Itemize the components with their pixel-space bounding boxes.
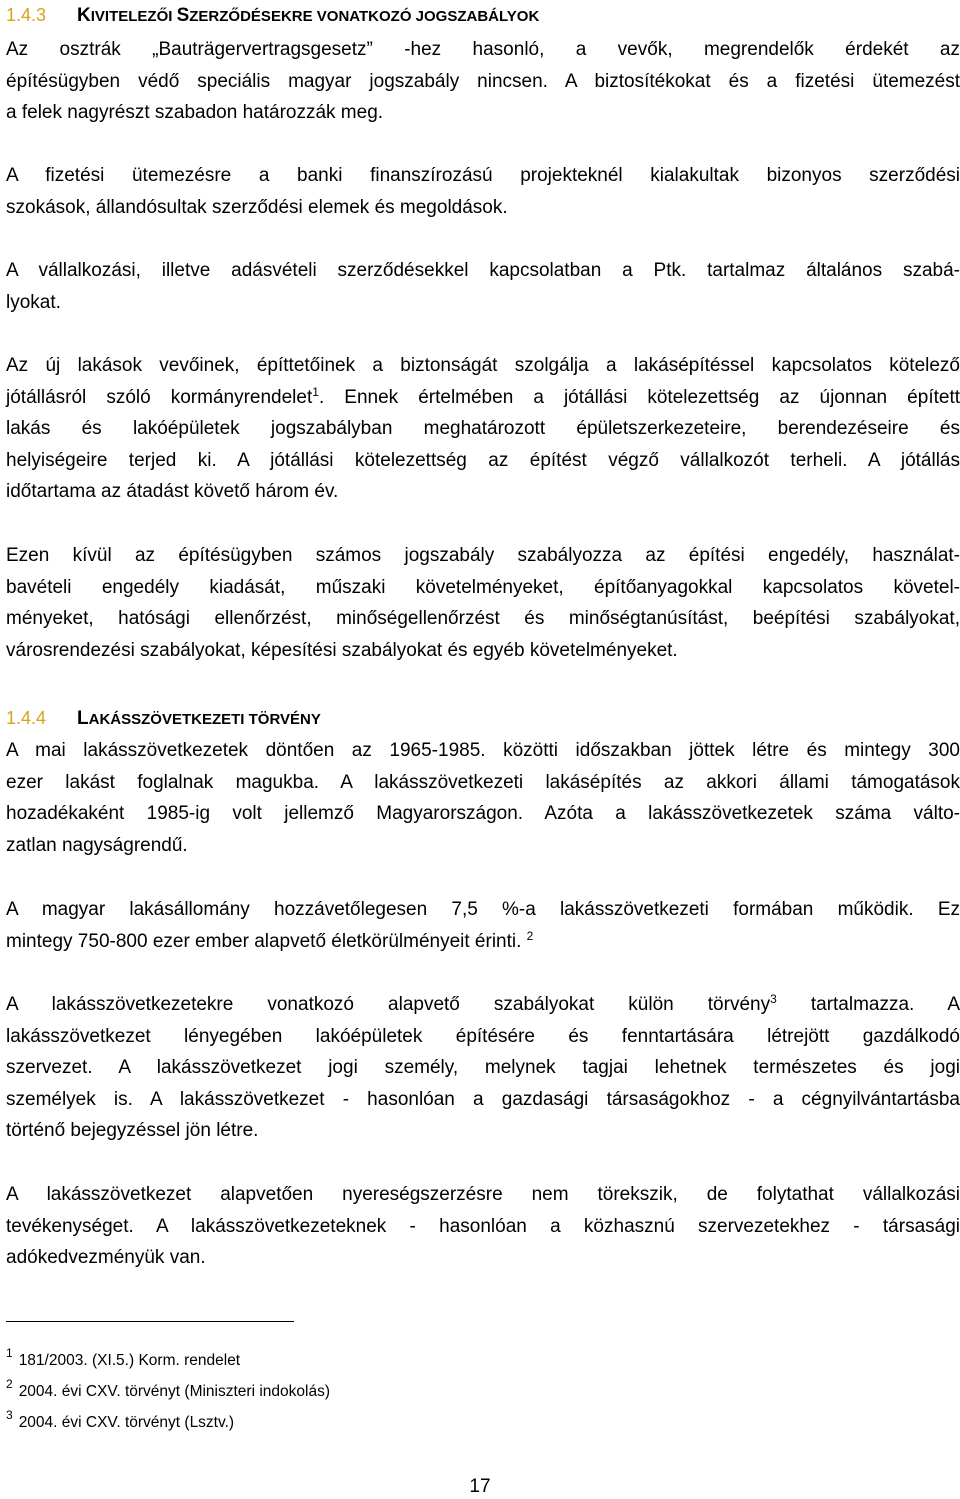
text-fragment: . Ennek értelmében a jótállási kötelezettség az újonnan épített	[318, 386, 960, 408]
footnote-reference: 2	[526, 928, 534, 943]
text-line	[6, 926, 960, 958]
text-line: ezer lakást foglalnak magukba. A lakásszövetkezeti lakásépítés az akkori állami támogatások	[6, 771, 960, 793]
footnote-text: 181/2003. (XI.5.) Korm. rendelet	[18, 1352, 241, 1369]
footnote-separator	[6, 1321, 294, 1322]
footnote-number: 1	[6, 1346, 13, 1360]
paragraph	[6, 34, 960, 129]
text-line: helyiségeire terjed ki. A jótállási kötelezettség az építést végző vállalkozót terheli. A jótállás	[6, 449, 960, 471]
paragraph	[6, 735, 960, 861]
text-line: A vállalkozási, illetve adásvételi szerződésekkel kapcsolatban a Ptk. tartalmaz általános szabá-	[6, 260, 960, 281]
footnote-text: 2004. évi CXV. törvényt (Miniszteri indokolás)	[18, 1383, 330, 1400]
text-line: időtartama az átadást követő három év.	[6, 481, 339, 503]
section-title-part: ZERZŐDÉSEKRE VONATKOZÓ JOGSZABÁLYOK	[189, 8, 540, 25]
section-number: 1.4.3	[6, 5, 47, 25]
footnote	[6, 1405, 234, 1433]
text-line: ményeket, hatósági ellenőrzést, minőségellenőrzést és minőségtanúsítást, beépítési szabályokat,	[6, 608, 960, 630]
paragraph	[6, 989, 960, 1147]
paragraph	[6, 540, 960, 666]
text-line	[6, 382, 960, 414]
text-line: szervezet. A lakásszövetkezet jogi személy, melynek tagjai lehetnek természetes és jogi	[6, 1057, 960, 1079]
section-title-part: K	[77, 5, 91, 26]
text-line: A magyar lakásállomány hozzávetőlegesen 7,5 %-a lakásszövetkezeti formában működik. Ez	[6, 899, 960, 920]
text-line: Ezen kívül az építésügyben számos jogszabály szabályozza az építési engedély, használat-	[6, 545, 960, 566]
footnote-text: 2004. évi CXV. törvényt (Lsztv.)	[18, 1414, 235, 1431]
paragraph	[6, 255, 960, 318]
section-heading-1-4-4	[6, 707, 321, 731]
footnote-reference: 3	[770, 992, 777, 1006]
text-line: A mai lakásszövetkezetek döntően az 1965-1985. közötti időszakban jöttek létre és mintegy 300	[6, 740, 960, 761]
section-title-part: IVITELEZŐI	[90, 8, 177, 25]
section-number: 1.4.4	[6, 708, 47, 728]
section-title-part: AKÁSSZÖVETKEZETI TÖRVÉNY	[88, 711, 321, 728]
text-line: adókedvezményük van.	[6, 1247, 206, 1269]
footnote	[6, 1374, 330, 1402]
text-line: a felek nagyrészt szabadon határozzák meg.	[6, 102, 384, 124]
text-line	[6, 989, 960, 1021]
text-line: tevékenységet. A lakásszövetkezeteknek - hasonlóan a közhasznú szervezetekhez - társasági	[6, 1215, 960, 1237]
text-line: lakás és lakóépületek jogszabályban meghatározott épületszerkezeteire, berendezéseire és	[6, 418, 960, 440]
footnote-reference: 1	[312, 384, 319, 399]
paragraph	[6, 160, 960, 223]
text-fragment: tartalmazza. A	[810, 994, 960, 1015]
text-line: építésügyben védő speciális magyar jogszabály nincsen. A biztosítékokat és a fizetési ütemezést	[6, 70, 960, 92]
text-line: Az új lakások vevőinek, építtetőinek a biztonságát szolgálja a lakásépítéssel kapcsolatos kötelező	[6, 355, 960, 376]
text-line: szokások, állandósultak szerződési elemek és megoldások.	[6, 196, 508, 218]
text-fragment: jótállásról szóló kormányrendelet	[6, 386, 313, 408]
section-heading-1-4-3	[6, 4, 539, 28]
page-number: 17	[469, 1476, 491, 1497]
text-line: lyokat.	[6, 291, 61, 313]
text-line: Az osztrák „Bauträgervertragsgesetz” -hez hasonló, a vevők, megrendelők érdekét az	[6, 39, 960, 60]
text-line: történő bejegyzéssel jön létre.	[6, 1120, 259, 1142]
text-line: zatlan nagyságrendű.	[6, 834, 188, 856]
section-title-part: S	[176, 5, 190, 26]
paragraph	[6, 350, 960, 508]
text-line: A fizetési ütemezésre a banki finanszírozású projekteknél kialakultak bizonyos szerződési	[6, 165, 960, 186]
footnote	[6, 1343, 240, 1371]
paragraph	[6, 894, 960, 957]
footnote-number: 3	[6, 1408, 13, 1422]
text-line: A lakásszövetkezet alapvetően nyereségszerzésre nem törekszik, de folytathat vállalkozási	[6, 1184, 960, 1205]
text-line: hozadékaként 1985-ig volt jellemző Magyarországon. Azóta a lakásszövetkezetek száma válto-	[6, 803, 960, 825]
text-fragment: A lakásszövetkezetekre vonatkozó alapvető szabályokat külön törvény	[6, 994, 771, 1015]
footnote-number: 2	[6, 1377, 13, 1391]
text-line: személyek is. A lakásszövetkezet - hasonlóan a gazdasági társaságokhoz - a cégnyilvántartásba	[6, 1088, 960, 1110]
text-line: városrendezési szabályokat, képesítési szabályokat és egyéb követelményeket.	[6, 639, 678, 661]
paragraph	[6, 1179, 960, 1274]
text-fragment: mintegy 750-800 ezer ember alapvető életkörülményeit érinti.	[6, 930, 522, 952]
section-title-part: L	[77, 708, 89, 729]
text-line: lakásszövetkezet lényegében lakóépületek építésére és fenntartására létrejött gazdálkodó	[6, 1025, 960, 1047]
text-line: bavételi engedély kiadását, műszaki követelményeket, építőanyagokkal kapcsolatos követel-	[6, 576, 960, 598]
